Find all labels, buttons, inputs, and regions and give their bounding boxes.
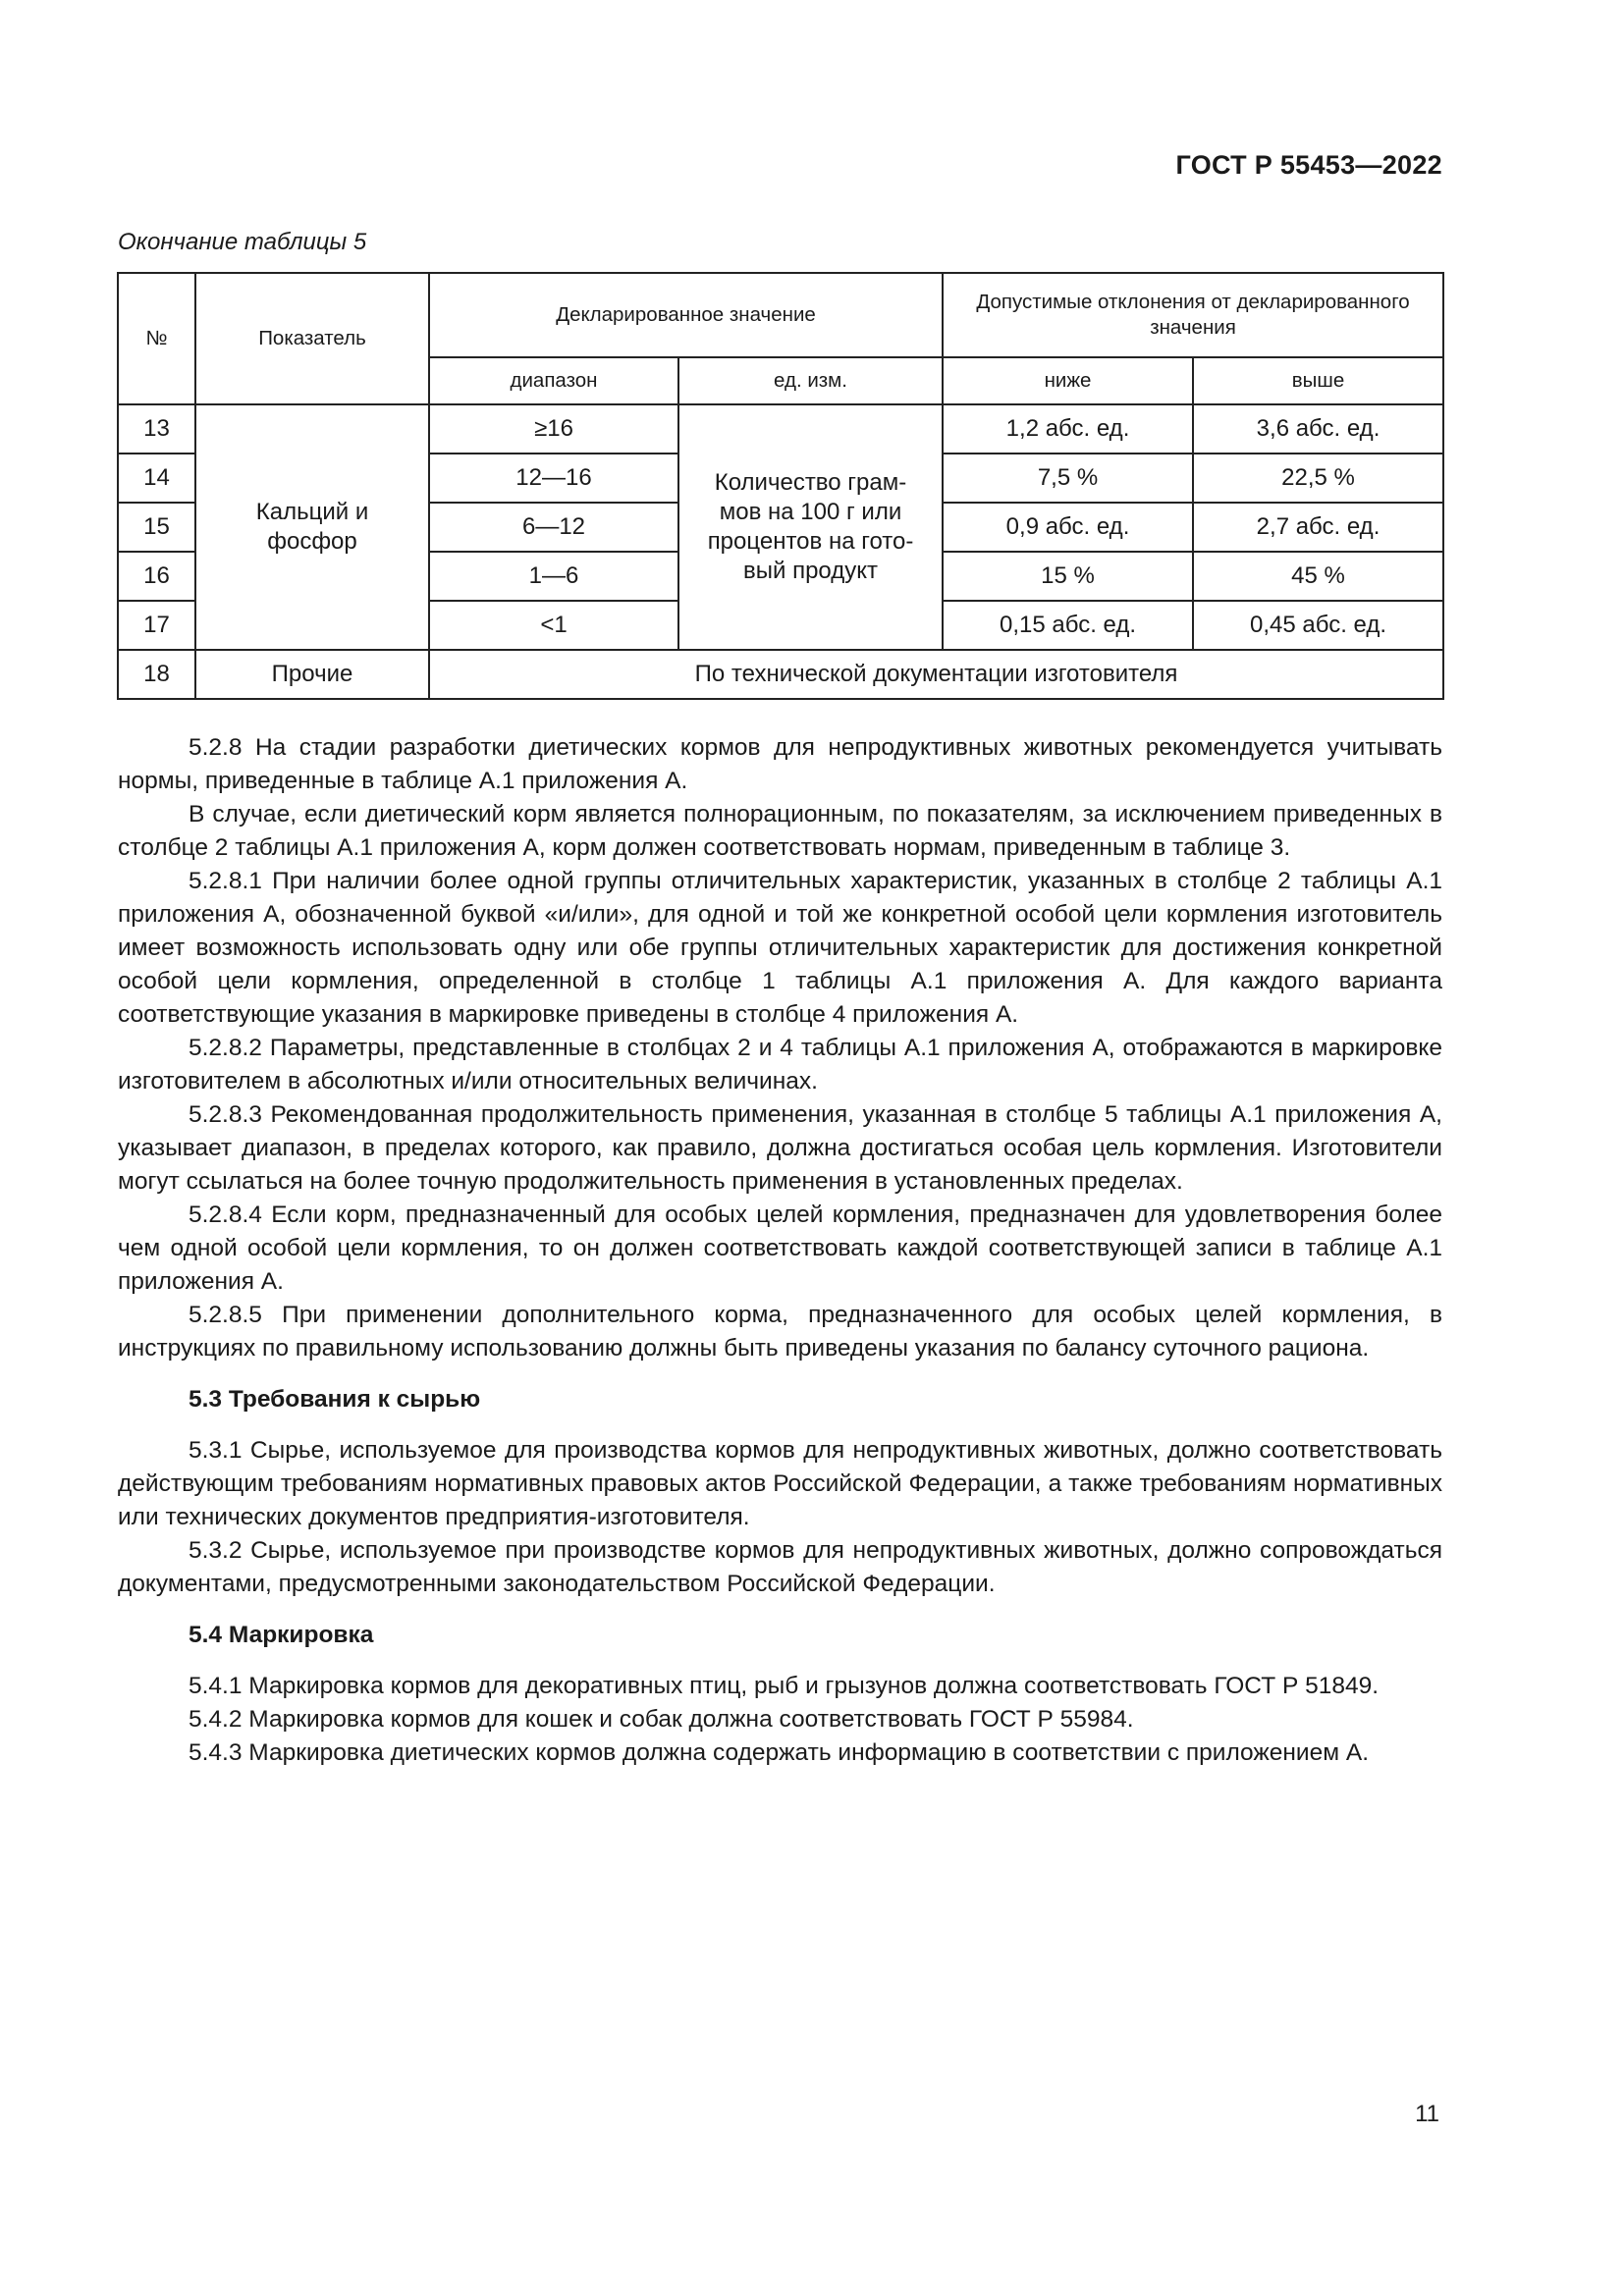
paragraph: 5.2.8 На стадии разработки диетических кормов для непродуктивных животных рекомендуется учитывать нормы, приведенные в таблице А.1 приложения А. (118, 734, 1442, 794)
cell-no: 16 (118, 552, 195, 601)
header-range: диапазон (429, 357, 678, 404)
cell-above: 2,7 абс. ед. (1193, 503, 1443, 552)
header-no: № (118, 273, 195, 404)
cell-no: 13 (118, 404, 195, 454)
paragraph: 5.4.2 Маркировка кормов для кошек и собак должна соответствовать ГОСТ Р 55984. (189, 1706, 1134, 1733)
cell-range: 6—12 (429, 503, 678, 552)
paragraph: 5.4.3 Маркировка диетических кормов должна содержать информацию в соответствии с приложением А. (189, 1739, 1370, 1766)
cell-below: 7,5 % (943, 454, 1193, 503)
header-declared: Декларированное значение (429, 273, 943, 357)
table-row (118, 404, 1443, 454)
paragraph: 5.3.2 Сырье, используемое при производстве кормов для непродуктивных животных, должно сопровождаться документами, предусмотренными законодательством Российской Федерации. (118, 1537, 1442, 1597)
document-code: ГОСТ Р 55453—2022 (1175, 150, 1442, 180)
cell-range: 1—6 (429, 552, 678, 601)
cell-range: <1 (429, 601, 678, 650)
table-5 (117, 272, 1444, 700)
cell-above: 22,5 % (1193, 454, 1443, 503)
cell-no: 17 (118, 601, 195, 650)
cell-above: 45 % (1193, 552, 1443, 601)
header-indicator: Показатель (195, 273, 429, 404)
table-caption: Окончание таблицы 5 (118, 229, 367, 255)
cell-indicator: Прочие (195, 650, 429, 699)
page-number: 11 (1415, 2101, 1439, 2127)
paragraph: 5.2.8.2 Параметры, представленные в столбцах 2 и 4 таблицы А.1 приложения А, отображаются в маркировке изготовителем в абсолютных и/или относительных величинах. (118, 1035, 1442, 1095)
cell-no: 15 (118, 503, 195, 552)
cell-no: 18 (118, 650, 195, 699)
cell-group-unit: Количество грам-мов на 100 г или процентов на гото-вый продукт (678, 404, 943, 650)
table-row (118, 650, 1443, 699)
paragraph: 5.4.1 Маркировка кормов для декоративных птиц, рыб и грызунов должна соответствовать ГОСТ Р 51849. (189, 1673, 1380, 1699)
header-deviation: Допустимые отклонения от декларированного значения (943, 273, 1443, 357)
cell-range: 12—16 (429, 454, 678, 503)
cell-below: 0,9 абс. ед. (943, 503, 1193, 552)
header-unit: ед. изм. (678, 357, 943, 404)
cell-above: 0,45 абс. ед. (1193, 601, 1443, 650)
body-text (118, 731, 1442, 1770)
paragraph: 5.2.8.1 При наличии более одной группы отличительных характеристик, указанных в столбце 2 таблицы А.1 приложения А, обозначенной буквой «и/или», для одной и той же конкретной особой цели кормления изготовитель имеет возможность использовать одну или обе группы отличительных характеристик для достижения конкретной особой цели кормления, определенной в столбце 1 таблицы А.1 приложения А. Для каждого варианта соответствующие указания в маркировке приведены в столбце 4 приложения А. (118, 868, 1442, 1028)
cell-no: 14 (118, 454, 195, 503)
paragraph: В случае, если диетический корм является полнорационным, по показателям, за исключением приведенных в столбце 2 таблицы А.1 приложения А, корм должен соответствовать нормам, приведенным в таблице 3. (118, 801, 1442, 861)
cell-below: 0,15 абс. ед. (943, 601, 1193, 650)
paragraph: 5.2.8.5 При применении дополнительного корма, предназначенного для особых целей кормления, в инструкциях по правильному использованию должны быть приведены указания по балансу суточного рациона. (118, 1302, 1442, 1362)
section-heading: 5.4 Маркировка (189, 1622, 374, 1648)
cell-range: ≥16 (429, 404, 678, 454)
cell-below: 15 % (943, 552, 1193, 601)
paragraph: 5.2.8.4 Если корм, предназначенный для особых целей кормления, предназначен для удовлетворения более чем одной особой цели кормления, то он должен соответствовать каждой соответствующей записи в таблице А.1 приложения А. (118, 1201, 1442, 1295)
paragraph: 5.2.8.3 Рекомендованная продолжительность применения, указанная в столбце 5 таблицы А.1 приложения А, указывает диапазон, в пределах которого, как правило, должна достигаться особая цель кормления. Изготовители могут ссылаться на более точную продолжительность применения в установленных пределах. (118, 1101, 1442, 1195)
cell-below: 1,2 абс. ед. (943, 404, 1193, 454)
cell-value: По технической документации изготовителя (429, 650, 1443, 699)
paragraph: 5.3.1 Сырье, используемое для производства кормов для непродуктивных животных, должно соответствовать действующим требованиям нормативных правовых актов Российской Федерации, а также требованиям нормативных или технических документов предприятия-изготовителя. (118, 1437, 1442, 1530)
header-above: выше (1193, 357, 1443, 404)
cell-above: 3,6 абс. ед. (1193, 404, 1443, 454)
header-below: ниже (943, 357, 1193, 404)
section-heading: 5.3 Требования к сырью (189, 1386, 481, 1413)
cell-group-indicator: Кальций и фосфор (195, 404, 429, 650)
